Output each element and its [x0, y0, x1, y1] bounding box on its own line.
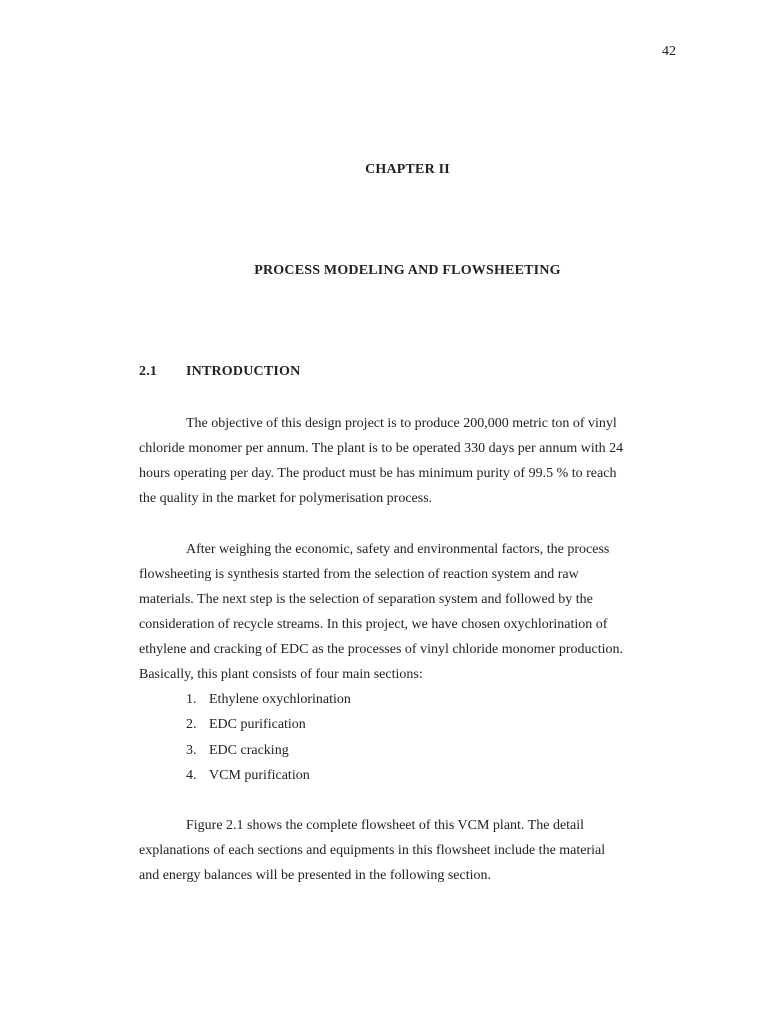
paragraph-process-selection — [139, 537, 699, 687]
paragraph-line: flowsheeting is synthesis started from the selection of reaction system and raw — [139, 567, 579, 582]
paragraph-line: materials. The next step is the selection of separation system and followed by the — [139, 592, 593, 607]
list-item — [186, 763, 351, 788]
chapter-title: CHAPTER II — [365, 162, 450, 177]
paragraph-line: and energy balances will be presented in the following section. — [139, 868, 491, 883]
paragraph-line: consideration of recycle streams. In this project, we have chosen oxychlorination of — [139, 617, 608, 632]
list-marker: 1. — [186, 692, 197, 707]
paragraph-line: The objective of this design project is to produce 200,000 metric ton of vinyl — [186, 416, 617, 431]
list-marker: 4. — [186, 767, 197, 783]
paragraph-line: chloride monomer per annum. The plant is to be operated 330 days per annum with 24 — [139, 441, 624, 456]
section-heading — [139, 364, 300, 380]
list-item — [186, 687, 351, 712]
main-sections-list — [186, 687, 351, 788]
paragraph-line: hours operating per day. The product must be has minimum purity of 99.5 % to reach — [139, 466, 617, 481]
list-item — [186, 712, 351, 737]
paragraph-line: the quality in the market for polymerisation process. — [139, 491, 433, 506]
section-number: 2.1 — [139, 364, 158, 379]
section-title: INTRODUCTION — [186, 364, 301, 379]
list-marker: 2. — [186, 717, 197, 733]
list-item-text: EDC cracking — [209, 742, 289, 758]
list-item — [186, 738, 351, 763]
chapter-subtitle: PROCESS MODELING AND FLOWSHEETING — [254, 263, 561, 278]
list-item-text: EDC purification — [209, 717, 306, 733]
list-item-text: VCM purification — [209, 767, 310, 783]
page-number: 42 — [662, 44, 676, 59]
paragraph-objective — [139, 411, 699, 511]
paragraph-line: After weighing the economic, safety and environmental factors, the process — [186, 542, 610, 557]
paragraph-line: Basically, this plant consists of four main sections: — [139, 667, 423, 682]
paragraph-flowsheet — [139, 813, 699, 888]
list-item-text: Ethylene oxychlorination — [209, 692, 351, 707]
paragraph-line: Figure 2.1 shows the complete flowsheet of this VCM plant. The detail — [186, 818, 585, 833]
list-marker: 3. — [186, 742, 197, 758]
paragraph-line: explanations of each sections and equipments in this flowsheet include the material — [139, 843, 606, 858]
paragraph-line: ethylene and cracking of EDC as the processes of vinyl chloride monomer production. — [139, 642, 624, 657]
